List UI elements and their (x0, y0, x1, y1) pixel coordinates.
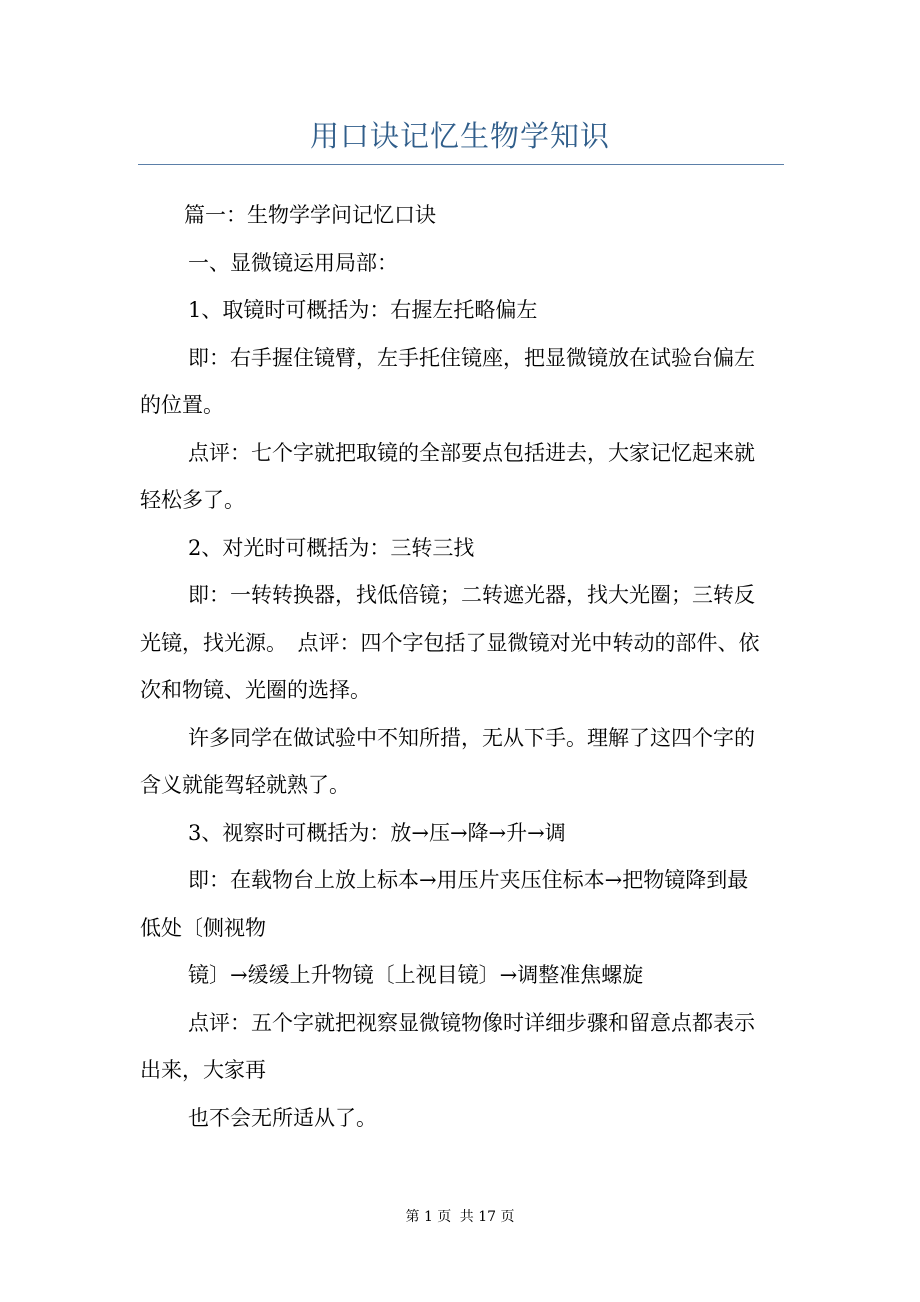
paragraph-line: 的位置。 (140, 393, 224, 417)
paragraph-line: 即：一转转换器，找低倍镜；二转遮光器，找大光圈；三转反 (188, 583, 755, 607)
paragraph-line: 一、显微镜运用局部： (188, 250, 398, 275)
page-total: 共 17 页 (459, 1209, 515, 1225)
paragraph-line: 低处〔侧视物 (140, 915, 266, 940)
paragraph-line: 轻松多了。 (140, 488, 245, 512)
paragraph-line: 篇一：生物学学问记忆口诀 (184, 203, 436, 227)
paragraph-line: 光镜，找光源。 点评：四个字包括了显微镜对光中转动的部件、依 (140, 630, 760, 655)
paragraph-line: 次和物镜、光圈的选择。 (140, 678, 371, 702)
title-divider (138, 164, 784, 165)
paragraph-line: 2、对光时可概括为：三转三找 (188, 535, 475, 560)
paragraph-line: 点评：五个字就把视察显微镜物像时详细步骤和留意点都表示 (188, 1010, 755, 1035)
page-title: 用口诀记忆生物学知识 (309, 119, 610, 153)
paragraph-line: 出来，大家再 (140, 1058, 266, 1082)
paragraph-line: 即：右手握住镜臂，左手托住镜座，把显微镜放在试验台偏左 (188, 345, 755, 370)
paragraph-line: 1、取镜时可概括为：右握左托略偏左 (188, 298, 538, 322)
paragraph-line: 点评：七个字就把取镜的全部要点包括进去，大家记忆起来就 (188, 440, 755, 465)
page-number: 第 1 页 (405, 1209, 452, 1225)
paragraph-line: 许多同学在做试验中不知所措，无从下手。理解了这四个字的 (188, 725, 755, 750)
paragraph-line: 即：在载物台上放上标本→用压片夹压住标本→把物镜降到最 (188, 868, 749, 892)
page-footer (0, 1206, 920, 1226)
paragraph-line: 也不会无所适从了。 (188, 1105, 377, 1130)
paragraph-line: 含义就能驾轻就熟了。 (140, 773, 350, 797)
paragraph-line: 3、视察时可概括为：放→压→降→升→调 (188, 820, 566, 845)
paragraph-line: 镜〕→缓缓上升物镜〔上视目镜〕→调整准焦螺旋 (188, 963, 644, 987)
document-body (140, 192, 782, 1142)
